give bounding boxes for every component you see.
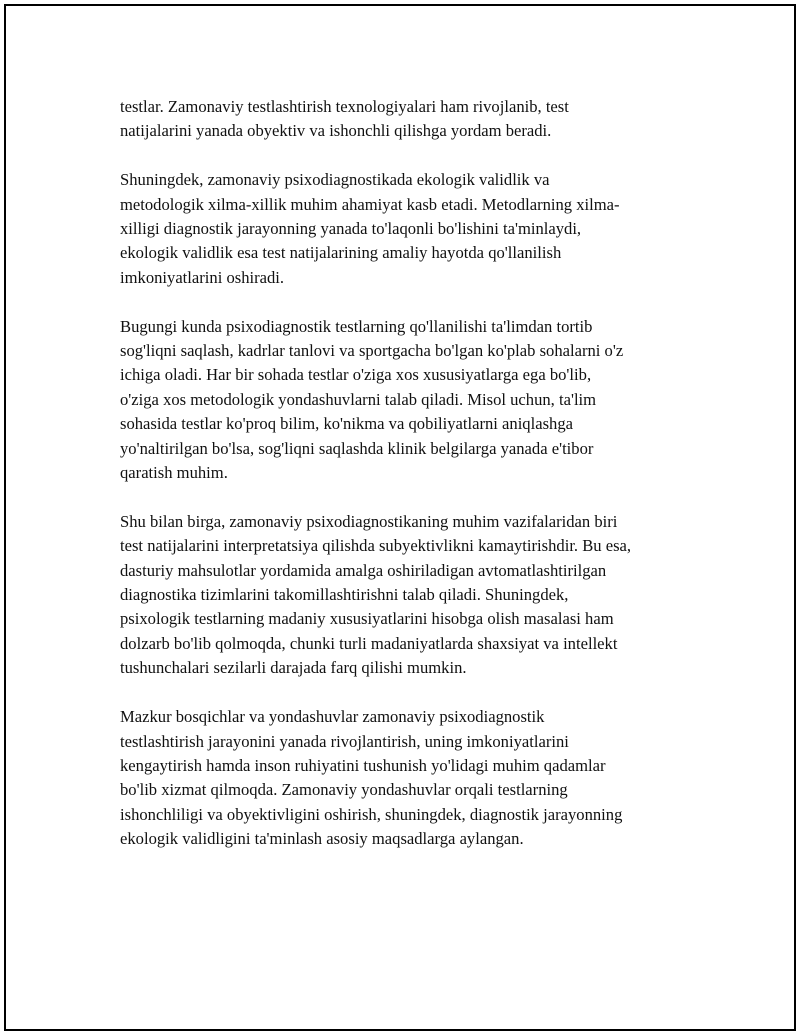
text-line: testlar. Zamonaviy testlashtirish texnologiyalari ham rivojlanib, test <box>120 97 569 116</box>
text-line: metodologik xilma-xillik muhim ahamiyat kasb etadi. Metodlarning xilma- <box>120 194 620 214</box>
document-body <box>120 95 690 876</box>
text-line: Shuningdek, zamonaviy psixodiagnostikada ekologik validlik va <box>120 170 550 190</box>
paragraph <box>120 168 690 290</box>
text-line: sog'liqni saqlash, kadrlar tanlovi va sportgacha bo'lgan ko'plab sohalarni o'z <box>120 341 624 361</box>
text-line: yo'naltirilgan bo'lsa, sog'liqni saqlashda klinik belgilarga yanada e'tibor <box>120 438 594 458</box>
page-frame <box>4 4 796 1031</box>
text-line: Bugungi kunda psixodiagnostik testlarning qo'llanilishi ta'limdan tortib <box>120 316 593 336</box>
paragraph <box>120 510 690 681</box>
text-line: imkoniyatlarini oshiradi. <box>120 267 285 287</box>
text-line: Shu bilan birga, zamonaviy psixodiagnostikaning muhim vazifalaridan biri <box>120 511 618 531</box>
paragraph <box>120 705 690 851</box>
text-line: o'ziga xos metodologik yondashuvlarni talab qiladi. Misol uchun, ta'lim <box>120 389 597 409</box>
text-line: tushunchalari sezilarli darajada farq qilishi mumkin. <box>120 658 467 678</box>
paragraph <box>120 315 690 486</box>
text-line: ekologik validligini ta'minlash asosiy maqsadlarga aylangan. <box>120 829 524 849</box>
text-line: ishonchliligi va obyektivligini oshirish, shuningdek, diagnostik jarayonning <box>120 804 623 824</box>
text-line: psixologik testlarning madaniy xususiyatlarini hisobga olish masalasi ham <box>120 609 614 629</box>
text-line: test natijalarini interpretatsiya qilishda subyektivlikni kamaytirishdir. Bu esa, <box>120 536 632 556</box>
text-line: Mazkur bosqichlar va yondashuvlar zamonaviy psixodiagnostik <box>120 707 545 727</box>
text-line: kengaytirish hamda inson ruhiyatini tushunish yo'lidagi muhim qadamlar <box>120 755 606 775</box>
text-line: bo'lib xizmat qilmoqda. Zamonaviy yondashuvlar orqali testlarning <box>120 780 568 800</box>
text-line: dolzarb bo'lib qolmoqda, chunki turli madaniyatlarda shaxsiyat va intellekt <box>120 633 618 653</box>
text-line: ekologik validlik esa test natijalarining amaliy hayotda qo'llanilish <box>120 243 562 263</box>
paragraph <box>120 95 690 144</box>
text-line: natijalarini yanada obyektiv va ishonchli qilishga yordam beradi. <box>120 121 552 141</box>
text-line: testlashtirish jarayonini yanada rivojlantirish, uning imkoniyatlarini <box>120 731 569 751</box>
text-line: dasturiy mahsulotlar yordamida amalga oshiriladigan avtomatlashtirilgan <box>120 560 607 580</box>
text-line: xilligi diagnostik jarayonning yanada to'laqonli bo'lishini ta'minlaydi, <box>120 219 582 239</box>
text-line: diagnostika tizimlarini takomillashtirishni talab qiladi. Shuningdek, <box>120 585 569 605</box>
text-line: ichiga oladi. Har bir sohada testlar o'ziga xos xususiyatlarga ega bo'lib, <box>120 365 592 385</box>
text-line: sohasida testlar ko'proq bilim, ko'nikma va qobiliyatlarni aniqlashga <box>120 414 573 434</box>
text-line: qaratish muhim. <box>120 463 228 483</box>
